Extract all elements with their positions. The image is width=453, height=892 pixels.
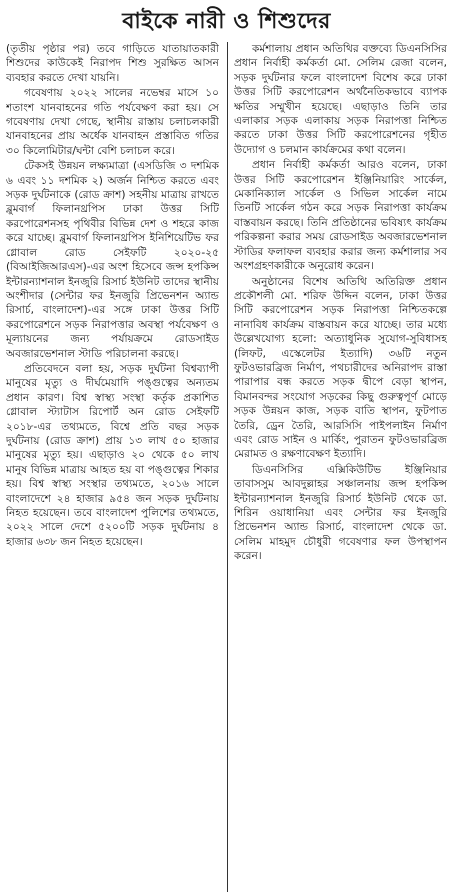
paragraph: প্রধান নির্বাহী কর্মকর্তা আরও বলেন, ঢাকা উত্তর সিটি করপোরেশন ইঞ্জিনিয়ারিং সার্কেল, মেকানিক্যাল সার্কেল ও সিভিল সার্কেল নামে তিনটি সার্কেল গঠন করে সড়ক নিরাপত্তা কার্যক্রম বাস্তবায়ন করছে। তিনি প্রতিষ্ঠানের ভবিষ্যৎ কার্যক্রম পরিকল্পনা করার সময় রোডসাইড অবজারভেশনাল স্টাডির ফলাফল ব্যবহার করার জন্য কর্মশালার সব অংশগ্রহণকারীকে অনুরোধ করেন। [234,159,447,273]
column-divider [227,42,228,892]
paragraph: প্রতিবেদনে বলা হয়, সড়ক দুর্ঘটনা বিশ্বব্যাপী মানুষের মৃত্যু ও দীর্ঘমেয়াদি পঙ্গুত্বের অন্যতম প্রধান কারণ। বিশ্ব স্বাস্থ্য সংস্থা কর্তৃক প্রকাশিত গ্লোবাল স্ট্যাটাস রিপোর্ট অন রোড সেইফটি ২০১৮-এর তথ্যমতে, বিশ্বে প্রতি বছর সড়ক দুর্ঘটনায় (রোড ক্রাশ) প্রায় ১৩ লাখ ৫০ হাজার মানুষের মৃত্যু হয়। এছাড়াও ২০ থেকে ৫০ লাখ মানুষ বিভিন্ন মাত্রায় আহত হয় বা পঙ্গুত্বের শিকার হয়। বিশ্ব স্বাস্থ্য সংস্থার তথ্যমতে, ২০১৬ সালে বাংলাদেশে ২৪ হাজার ৯৫৪ জন সড়ক দুর্ঘটনায় নিহত হয়েছেন। তবে বাংলাদেশ পুলিশের তথ্যমতে, ২০২২ সালে দেশে ৫২০০টি সড়ক দুর্ঘটনায় ৪ হাজার ৬৩৮ জন নিহত হয়েছেন। [6,362,219,548]
paragraph: (তৃতীয় পৃষ্ঠার পর) তবে গাড়িতে যাতায়াতকারী শিশুদের কাউকেই নিরাপদ শিশু সুরক্ষিত আসন ব্যবহার করতে দেখা যায়নি। [6,43,219,84]
right-column [234,42,447,892]
article-columns [6,42,447,892]
paragraph: কর্মশালায় প্রধান অতিথির বক্তব্যে ডিএনসিসির প্রধান নির্বাহী কর্মকর্তা মো. সেলিম রেজা বলেন, সড়ক দুর্ঘটনার ফলে বাংলাদেশ বিশেষ করে ঢাকা উত্তর সিটি করপোরেশন অর্থনৈতিকভাবে ব্যাপক ক্ষতির সম্মুখীন হয়েছে। এছাড়াও তিনি তার এলাকার সড়ক এলাকায় সড়ক নিরাপত্তা নিশ্চিত করতে ঢাকা উত্তর সিটি করপোরেশনের গৃহীত উদ্যোগ ও চলমান কার্যক্রমের কথা বলেন। [234,43,447,156]
headline: বাইকে নারী ও শিশুদের [122,8,331,34]
paragraph: ডিএনসিসির এক্সিকিউটিভ ইঞ্জিনিয়ার তাবাসসুম আবদুল্লাহর সঞ্চালনায় জন্স হপকিন্স ইন্টারন্যাশনাল ইনজুরি রিসার্চ ইউনিট থেকে ডা. শিরিন ওয়াধানিয়া এবং সেন্টার ফর ইনজুরি প্রিভেনশন অ্যান্ড রিসার্চ, বাংলাদেশ থেকে ডা. সেলিম মাহমুদ চৌধুরী গবেষণার ফল উপস্থাপন করেন। [234,463,447,563]
left-column [6,42,219,892]
paragraph: অনুষ্ঠানের বিশেষ অতিথি অতিরিক্ত প্রধান প্রকৌশলী মো. শরিফ উদ্দিন বলেন, ঢাকা উত্তর সিটি করপোরেশন সড়ক নিরাপত্তা নিশ্চিতকল্পে নানাবিধ কার্যক্রম বাস্তবায়ন করে যাচ্ছে। তার মধ্যে উল্লেখযোগ্য হলো: অত্যাধুনিক সুযোগ-সুবিধাসহ (লিফট, এস্কেলেটর ইত্যাদি) ৩৬টি নতুন ফুটওভারব্রিজ নির্মাণ, পথচারীদের অনিরাপদ রাস্তা পারাপার বন্ধ করতে সড়ক দ্বীপে বেড়া স্থাপন, বিমানবন্দর সংযোগ সড়কের কিছু গুরুত্বপূর্ণ মোড়ে সড়ক উন্নয়ন কাজ, সড়ক বাতি স্থাপন, ফুটপাত তৈরি, ড্রেন তৈরি, আরসিসি পাইপলাইন নির্মাণ এবং রোড সাইন ও মার্কিং, পুরাতন ফুটওভারব্রিজ মেরামত ও রক্ষণাবেক্ষণ ইত্যাদি। [234,275,447,461]
paragraph: টেকসই উন্নয়ন লক্ষ্যমাত্রা (এসডিজি ৩ দশমিক ৬ এবং ১১ দশমিক ২) অর্জন নিশ্চিত করতে এবং সড়ক দুর্ঘটনাকে (রোড ক্রাশ) সহনীয় মাত্রায় রাখতে ব্লুমবার্গ ফিলানথ্রপিস ঢাকা উত্তর সিটি করপোরেশনসহ পৃথিবীর বিভিন্ন দেশ ও শহরে কাজ করে যাচ্ছে। ব্লুমবার্গ ফিলানথ্রপিস ইনিশিয়েটিভ ফর গ্লোবাল রোড সেইফটি ২০২০-২৫ (বিআইজিআরএস)-এর অংশ হিসেবে জন্স হপকিন্স ইন্টারন্যাশনাল ইনজুরি রিসার্চ ইউনিট তাদের স্থানীয় অংশীদার (সেন্টার ফর ইনজুরি প্রিভেনশন অ্যান্ড রিসার্চ, বাংলাদেশ)-এর সঙ্গে ঢাকা উত্তর সিটি করপোরেশনে সড়ক নিরাপত্তার অবস্থা পর্যবেক্ষণ ও মূল্যায়নের জন্য পর্যায়ক্রমে রোডসাইড অবজারভেশনাল স্টাডি পরিচালনা করছে। [6,160,219,360]
paragraph: গবেষণায় ২০২২ সালের নভেম্বর মাসে ১০ শতাংশ যানবাহনের গতি পর্যবেক্ষণ করা হয়। সে গবেষণায় দেখা গেছে, স্থানীয় রাস্তায় চলাচলকারী যানবাহনের প্রায় অর্ধেক যানবাহন প্রস্তাবিত গতির ৩০ কিলোমিটার/ঘন্টা বেশি চলাচল করে। [6,87,219,157]
